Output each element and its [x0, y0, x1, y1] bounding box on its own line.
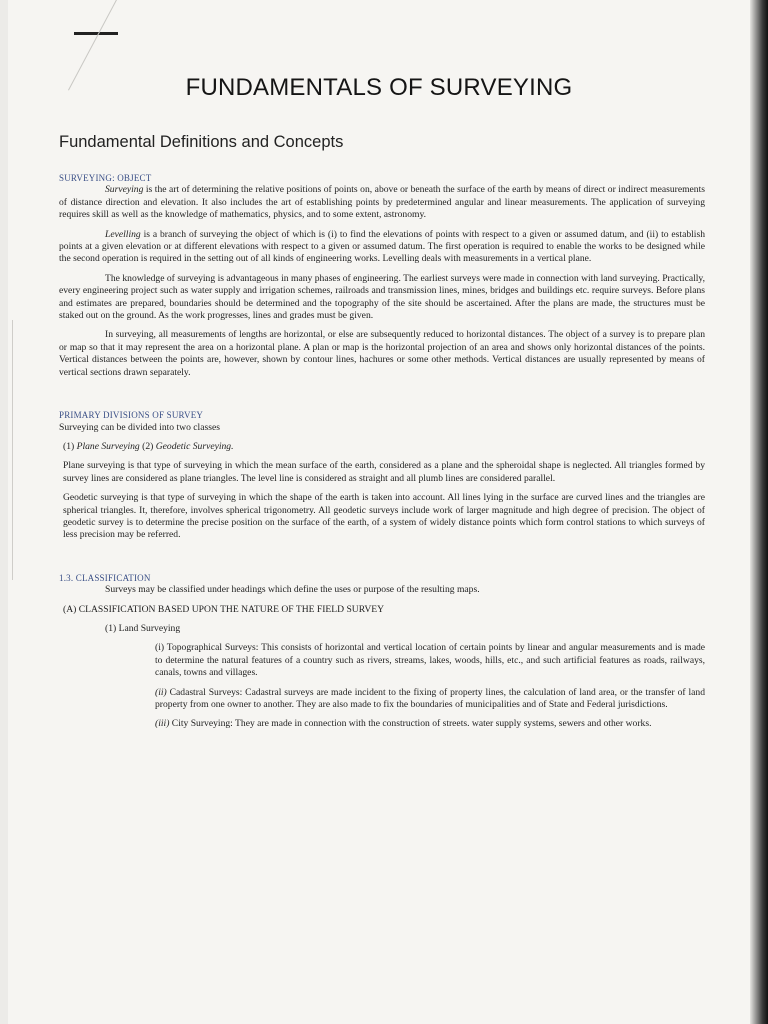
classification-intro: Surveys may be classified under headings which define the uses or purpose of the resulting maps. — [105, 584, 480, 596]
term-surveying: Surveying — [105, 184, 144, 196]
item-city-surveying: (iii) City Surveying: They are made in connection with the construction of streets. water supply systems, sewers and other works. — [155, 718, 652, 730]
primary-divisions-list: (1) Plane Surveying (2) Geodetic Surveying. — [63, 440, 234, 452]
item-cadastral-surveys: (ii) Cadastral Surveys: Cadastral surveys are made incident to the fixing of property lines, the calculation of land area, or the transfer of land property from one owner to another. They are also made to fix the boundaries of municipalities and of State and Federal jurisdictions. — [155, 686, 705, 710]
paragraph-geodetic-surveying: Geodetic surveying is that type of surveying in which the shape of the earth is taken into account. All lines lying in the surface are curved lines and the triangles are spherical triangles. It, therefore, involves spherical trigonometry. All geodetic surveys include work of larger magnitude and high degree of precision. The object of geodetic survey is to determine the precise position on the surface of the earth, of a system of widely distance points which form control stations to which surveys of less precision may be referred. — [63, 492, 705, 541]
paragraph-measurements: In surveying, all measurements of lengths are horizontal, or else are subsequently reduced to horizontal distances. The object of a survey is to prepare plan or map so that it may represent the area on a horizontal plane. A plan or map is the horizontal projection of an area and shows only horizontal distances of the points. Vertical distances between the points are, however, shown by contour lines, hachures or some other methods. Vertical distances are usually represented by means of vertical sections drawn separately. — [59, 329, 705, 378]
item-topographical-surveys: (i) Topographical Surveys: This consists of horizontal and vertical location of certain points by linear and angular measurements and is made to determine the natural features of a country such as rivers, streams, lakes, woods, hills, etc., and such artificial features as roads, railways, canals, towns and villages. — [155, 642, 706, 679]
section-heading-surveying-object: SURVEYING: OBJECT — [59, 173, 152, 183]
document-page — [8, 0, 750, 1024]
term-levelling: Levelling — [105, 228, 141, 240]
page-fold-line — [12, 320, 13, 580]
primary-divisions-intro: Surveying can be divided into two classes — [59, 421, 220, 433]
document-body — [59, 172, 705, 731]
section-heading-primary-divisions: PRIMARY DIVISIONS OF SURVEY — [59, 410, 204, 421]
paragraph-knowledge: The knowledge of surveying is advantageous in many phases of engineering. The earliest surveys were made in connection with land surveying. Practically, every engineering project such as water supply and irrigation schemes, railroads and transmission lines, mines, bridges and buildings etc. require surveys. Before plans and estimates are prepared, boundaries should be determined and the topography of the site should be ascertained. After the plans are made, the structures must be staked out on the ground. As the work progresses, lines and grades must be given. — [59, 272, 705, 322]
page-subtitle: Fundamental Definitions and Concepts — [59, 133, 344, 151]
section-heading-classification: 1.3. CLASSIFICATION — [59, 572, 151, 583]
term-geodetic-surveying: Geodetic Surveying. — [155, 440, 234, 452]
land-surveying-heading: (1) Land Surveying — [105, 622, 181, 634]
scan-edge-shadow — [750, 0, 768, 1024]
classification-subheading-a: (A) CLASSIFICATION BASED UPON THE NATURE OF THE FIELD SURVEY — [63, 603, 385, 615]
paragraph-levelling-definition: Levelling is a branch of surveying the object of which is (i) to find the elevations of points with respect to a given or assumed datum, and (ii) to establish points at a given elevation or at different elevations with respect to a given or assumed datum. The first operation is required to enable the works to be designed while the second operation is required in the setting out of all kinds of engineering works. Levelling deals with measurements in a vertical plane. — [59, 228, 705, 265]
paragraph-plane-surveying: Plane surveying is that type of surveying in which the mean surface of the earth, considered as a plane and the spheroidal shape is neglected. All triangles formed by survey lines are considered as plane triangles. The level line is considered as straight and all plumb lines are considered parallel. — [63, 460, 705, 484]
page-title: FUNDAMENTALS OF SURVEYING — [185, 74, 573, 101]
paragraph-surveying-definition: Surveying is the art of determining the relative positions of points on, above or beneath the surface of the earth by means of direct or indirect measurements of distance direction and elevation. It also includes the art of establishing points by predetermined angular and linear measurements. The application of surveying requires skill as well as the knowledge of mathematics, physics, and to some extent, astronomy. — [59, 184, 705, 221]
term-plane-surveying: Plane Surveying — [76, 440, 140, 452]
